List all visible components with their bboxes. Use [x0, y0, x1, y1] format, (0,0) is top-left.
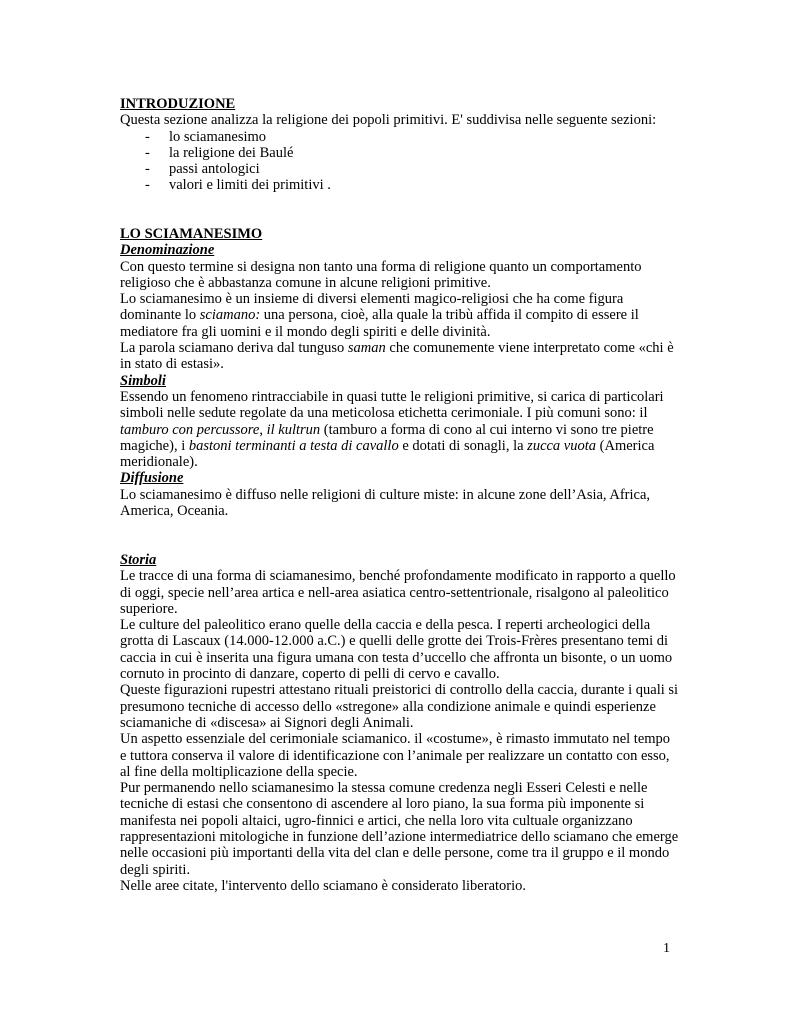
- storia-paragraph: Le tracce di una forma di sciamanesimo, benché profondamente modificato in rapporto a quello di oggi, specie nell’area artica e nell-area asiatica centro-settentrionale, risalgono al paleolitico superiore.: [120, 568, 676, 617]
- sciamanesimo-section: [120, 226, 680, 519]
- storia-paragraph: Le culture del paleolitico erano quelle della caccia e della pesca. I reperti archeologici della grotta di Lascaux (14.000-12.000 a.C.) e quelli delle grotte dei Trois-Frères presentano temi di caccia in cui è inserita una figura umana con testa d’uccello che affronta un bisonte, o un uomo cornuto in procinto di danzare, coperto di pelli di cervo e cavallo.: [120, 617, 673, 683]
- list-item: - lo sciamanesimo: [120, 129, 680, 145]
- storia-title: Storia: [120, 552, 157, 568]
- denominazione-p3: La parola sciamano deriva dal tunguso saman che comunemente viene interpretato come «chi è in stato di estasi».: [120, 340, 674, 373]
- diffusione-title: Diffusione: [120, 470, 184, 487]
- diffusione-text: Lo sciamanesimo è diffuso nelle religioni di culture miste: in alcune zone dell’Asia, Africa, America, Oceania.: [120, 486, 651, 520]
- simboli-title: Simboli: [120, 372, 166, 389]
- denominazione-p1: Con questo termine si designa non tanto una forma di religione quanto un comportamento religioso che è abbastanza comune in alcune religioni primitive.: [120, 258, 642, 291]
- page-number: 1: [663, 941, 670, 956]
- sciamanesimo-heading: LO SCIAMANESIMO: [120, 226, 263, 242]
- simboli-text: Essendo un fenomeno rintracciabile in quasi tutte le religioni primitive, si carica di particolari simboli nelle sedute regolate da una meticolosa etichetta cerimoniale. I più comuni sono: il tamburo con percussore, il kultrun (tamburo a forma di cono al cui interno vi sono tre pietre magiche), i bastoni terminanti a testa di cavallo e dotati di sonagli, la zucca vuota (America meridionale).: [120, 388, 664, 471]
- denominazione-title: Denominazione: [120, 242, 215, 259]
- storia-paragraph: Un aspetto essenziale del cerimoniale sciamanico. il «costume», è rimasto immutato nel tempo e tuttora conserva il valore di identificazione con l’animale per realizzare un contatto con esso, al fine della moltiplicazione della specie.: [120, 731, 671, 780]
- list-item: - passi antologici: [120, 161, 680, 177]
- intro-list: [120, 129, 680, 194]
- list-item: - la religione dei Baulé: [120, 145, 680, 161]
- storia-paragraph: Queste figurazioni rupestri attestano rituali preistorici di controllo della caccia, durante i quali si presumono tecniche di accesso dello «stregone» alla condizione animale e quindi esperienze sciamaniche di «discesa» ai Signori degli Animali.: [120, 682, 679, 731]
- denominazione-p2: Lo sciamanesimo è un insieme di diversi elementi magico-religiosi che ha come figura dominante lo sciamano: una persona, cioè, alla quale la tribù affida il compito di essere il mediatore fra gli uomini e il mondo degli spiriti e delle divinità.: [120, 291, 639, 340]
- intro-heading: INTRODUZIONE: [120, 96, 236, 112]
- list-item: - valori e limiti dei primitivi .: [120, 177, 680, 193]
- storia-paragraph: Pur permanendo nello sciamanesimo la stessa comune credenza negli Esseri Celesti e nelle tecniche di estasi che consentono di ascendere al loro piano, la sua forma più imponente si manifesta nei popoli altaici, ugro-finnici e artici, che nella loro vita cultuale organizzano rappresentazioni mitologiche in funzione dell’azione intermediatrice dello sciamano che emerge nelle occasioni più importanti della vita del clan e delle persone, come tra il gruppo e il mondo degli spiriti.: [120, 780, 679, 878]
- intro-text: Questa sezione analizza la religione dei popoli primitivi. E' suddivisa nelle seguente sezioni:: [120, 112, 657, 129]
- storia-section: [120, 552, 680, 894]
- storia-paragraph: Nelle aree citate, l'intervento dello sciamano è considerato liberatorio.: [120, 877, 527, 894]
- intro-section: [120, 96, 680, 194]
